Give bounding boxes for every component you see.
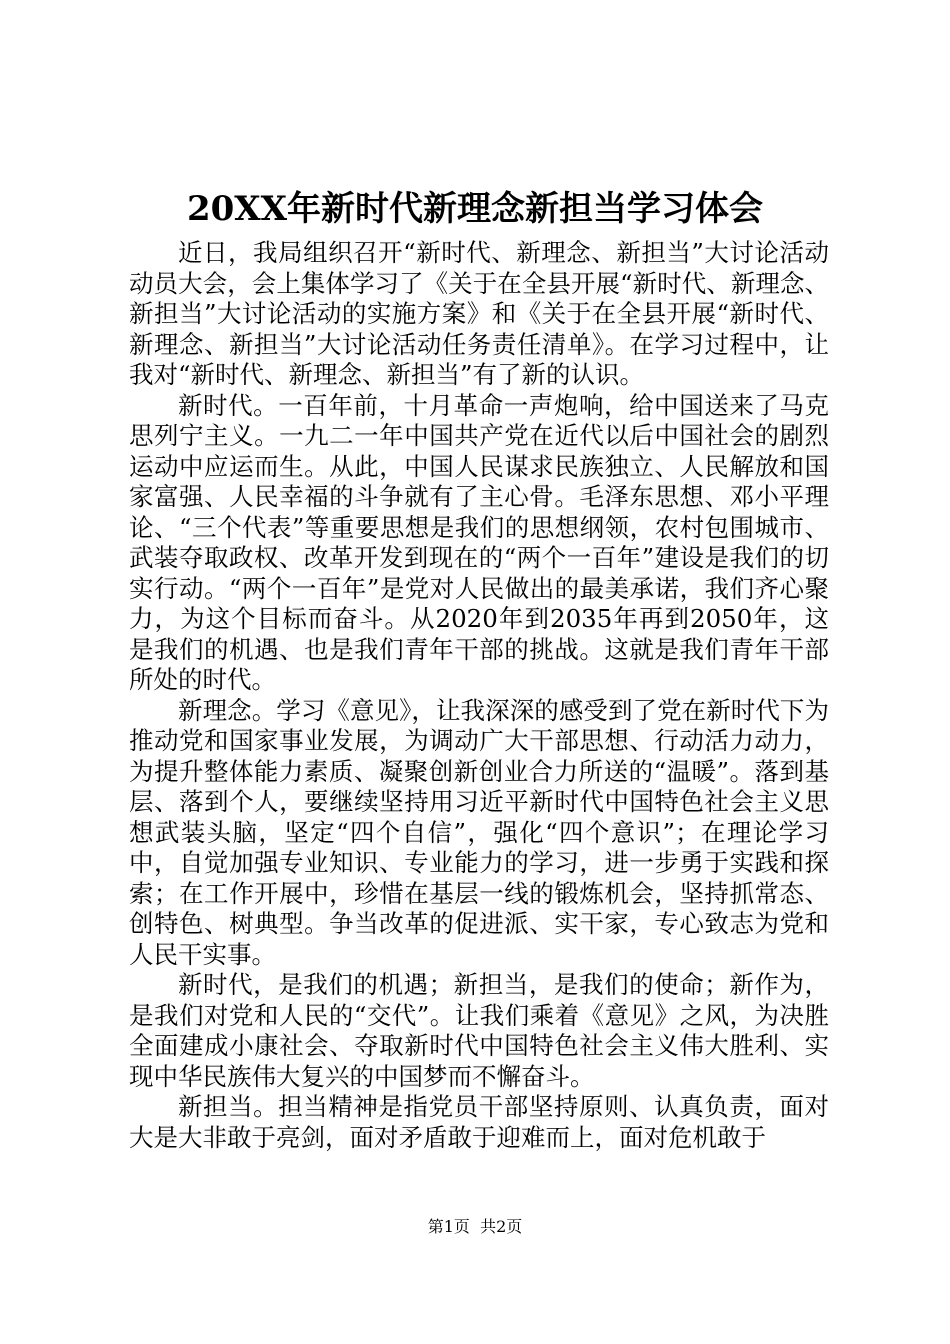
page-number: 第1页 xyxy=(427,1217,470,1236)
footer-spacer xyxy=(470,1217,480,1236)
page-total: 共2页 xyxy=(480,1217,523,1236)
document-title: 20XX年新时代新理念新担当学习体会 xyxy=(186,189,764,229)
page-footer xyxy=(0,1215,950,1239)
paragraph-intro: 近日，我局组织召开“新时代、新理念、新担当”大讨论活动动员大会，会上集体学习了《关于在全县开展“新时代、新理念、新担当”大讨论活动的实施方案》和《关于在全县开展“新时代、新理念、新担当”大讨论活动任务责任清单》。在学习过程中，让我对“新时代、新理念、新担当”有了新的认识。 xyxy=(129,238,829,389)
paragraph-new-concept: 新理念。学习《意见》，让我深深的感受到了党在新时代下为推动党和国家事业发展，为调动广大干部思想、行动活力动力，为提升整体能力素质、凝聚创新创业合力所送的“温暖”。落到基层、落到个人，要继续坚持用习近平新时代中国特色社会主义思想武装头脑，坚定“四个自信”，强化“四个意识”；在理论学习中，自觉加强专业知识、专业能力的学习，进一步勇于实践和探索；在工作开展中，珍惜在基层一线的锻炼机会，坚持抓常态、创特色、树典型。争当改革的促进派、实干家，专心致志为党和人民干实事。 xyxy=(129,695,829,969)
paragraph-new-era: 新时代。一百年前，十月革命一声炮响，给中国送来了马克思列宁主义。一九二一年中国共产党在近代以后中国社会的剧烈运动中应运而生。从此，中国人民谋求民族独立、人民解放和国家富强、人民幸福的斗争就有了主心骨。毛泽东思想、邓小平理论、“三个代表”等重要思想是我们的思想纲领，农村包围城市、武装夺取政权、改革开发到现在的“两个一百年”建设是我们的切实行动。“两个一百年”是党对人民做出的最美承诺，我们齐心聚力，为这个目标而奋斗。从2020年到2035年再到2050年，这是我们的机遇、也是我们青年干部的挑战。这就是我们青年干部所处的时代。 xyxy=(129,390,829,694)
paragraph-summary: 新时代，是我们的机遇；新担当，是我们的使命；新作为，是我们对党和人民的“交代”。让我们乘着《意见》之风，为决胜全面建成小康社会、夺取新时代中国特色社会主义伟大胜利、实现中华民族伟大复兴的中国梦而不懈奋斗。 xyxy=(129,970,829,1091)
paragraph-new-responsibility: 新担当。担当精神是指党员干部坚持原则、认真负责，面对大是大非敢于亮剑，面对矛盾敢于迎难而上，面对危机敢于 xyxy=(129,1092,829,1152)
document-body xyxy=(129,238,829,1153)
